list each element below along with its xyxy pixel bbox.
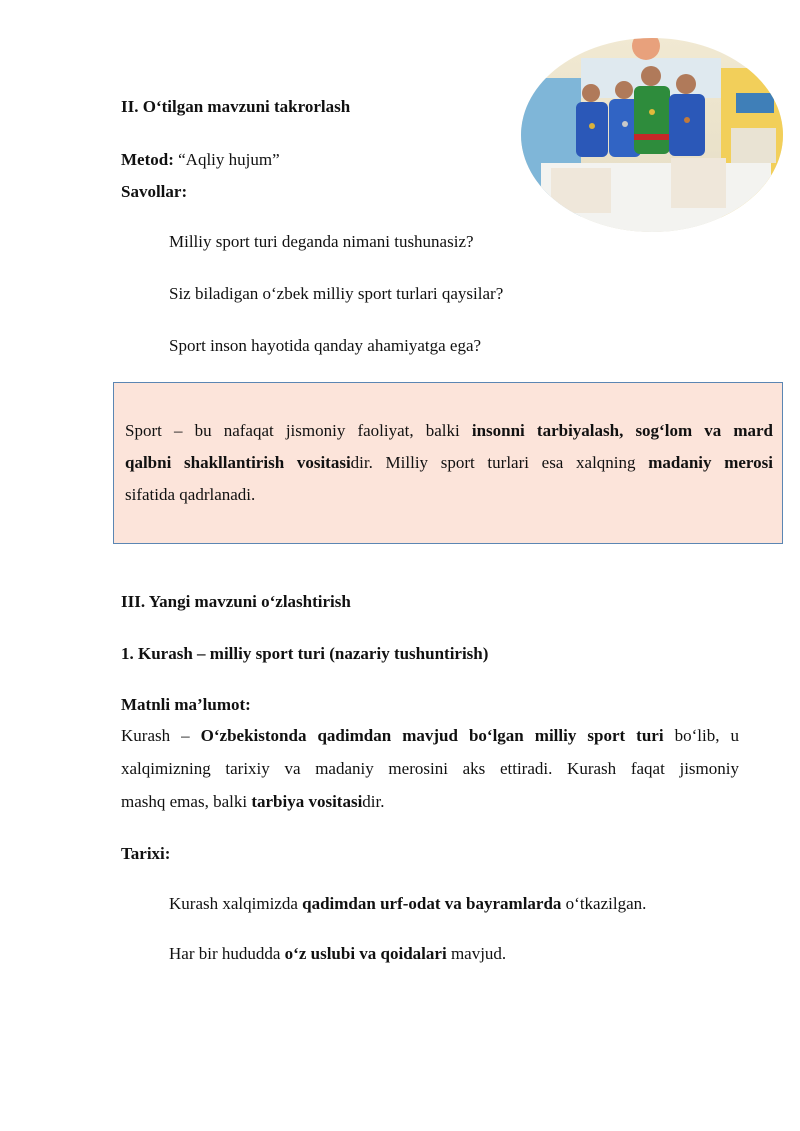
history-item bbox=[169, 944, 506, 964]
text-label-line bbox=[121, 695, 251, 715]
history-text: Har bir hududda bbox=[169, 944, 285, 963]
info-text: dir. Milliy sport turlari esa xalqning bbox=[350, 453, 649, 472]
paragraph-line bbox=[121, 726, 739, 746]
question-item: Siz biladigan o‘zbek milliy sport turlari qaysilar? bbox=[169, 284, 504, 303]
paragraph-text: bo‘lib, u bbox=[663, 726, 739, 745]
section-heading bbox=[121, 97, 350, 117]
paragraph-text: Kurash – bbox=[121, 726, 201, 745]
info-emphasis: madaniy merosi bbox=[648, 453, 773, 472]
info-emphasis: qalbni shakllantirish vositasi bbox=[125, 453, 351, 472]
paragraph-line bbox=[121, 759, 739, 779]
paragraph-text: xalqimizning tarixiy va madaniy merosini aks ettiradi. Kurash faqat jismoniy bbox=[121, 759, 739, 778]
paragraph-text: dir. bbox=[362, 792, 385, 811]
question-item: Milliy sport turi deganda nimani tushunasiz? bbox=[169, 232, 474, 251]
paragraph-line bbox=[121, 792, 385, 812]
text-label: Matnli ma’lumot: bbox=[121, 695, 251, 714]
paragraph-emphasis: O‘zbekistonda qadimdan mavjud bo‘lgan milliy sport turi bbox=[200, 726, 664, 745]
history-label: Tarixi: bbox=[121, 844, 171, 863]
wrestlers-podium-photo bbox=[521, 38, 783, 232]
history-emphasis: o‘z uslubi va qoidalari bbox=[284, 944, 447, 963]
info-text: sifatida qadrlanadi. bbox=[125, 485, 256, 504]
questions-label: Savollar: bbox=[121, 182, 188, 201]
method-line bbox=[121, 150, 280, 170]
paragraph-emphasis: tarbiya vositasi bbox=[251, 792, 363, 811]
subheading-text: 1. Kurash – milliy sport turi (nazariy tushuntirish) bbox=[121, 644, 489, 663]
history-text: o‘tkazilgan. bbox=[561, 894, 647, 913]
info-box bbox=[113, 382, 783, 544]
section-heading-text: II. O‘tilgan mavzuni takrorlash bbox=[121, 97, 351, 116]
info-text: Sport – bu nafaqat jismoniy faoliyat, balki bbox=[125, 421, 472, 440]
history-emphasis: qadimdan urf-odat va bayramlarda bbox=[302, 894, 562, 913]
history-label-line bbox=[121, 844, 170, 864]
method-label: Metod: bbox=[121, 150, 174, 169]
section-heading-text: III. Yangi mavzuni o‘zlashtirish bbox=[121, 592, 351, 611]
info-box-line bbox=[125, 421, 773, 441]
history-text: Kurash xalqimizda bbox=[169, 894, 303, 913]
info-box-line bbox=[125, 453, 773, 473]
info-box-line bbox=[125, 485, 255, 505]
section-heading bbox=[121, 592, 351, 612]
info-emphasis: insonni tarbiyalash, sog‘lom va mard bbox=[471, 421, 774, 440]
subheading bbox=[121, 644, 488, 664]
method-value: “Aqliy hujum” bbox=[173, 150, 280, 169]
question-item: Sport inson hayotida qanday ahamiyatga ega? bbox=[169, 336, 482, 355]
questions-label-line bbox=[121, 182, 187, 202]
history-text: mavjud. bbox=[446, 944, 507, 963]
paragraph-text: mashq emas, balki bbox=[121, 792, 252, 811]
history-item bbox=[169, 894, 646, 914]
